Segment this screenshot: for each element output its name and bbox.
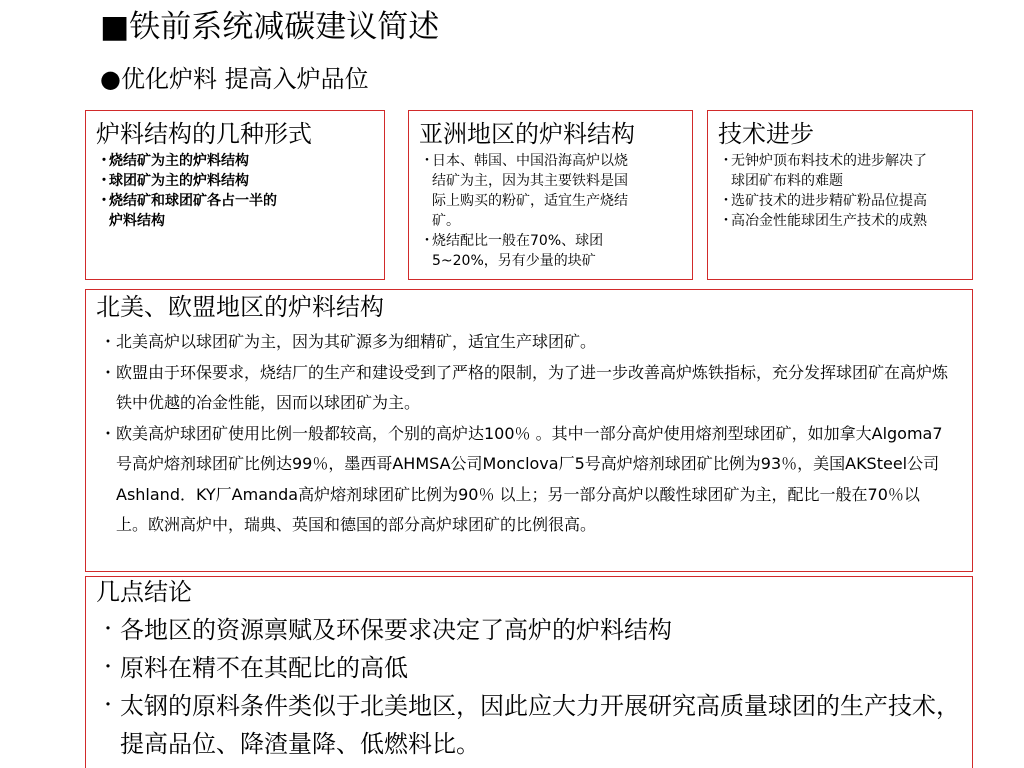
- asia-burden-list: [419, 151, 692, 271]
- tech-progress-box: [707, 110, 973, 280]
- list-item: ・ 无钟炉顶布料技术的进步解决了球团矿布料的难题: [719, 153, 927, 189]
- list-item: ・ 选矿技术的进步精矿粉品位提高: [719, 193, 927, 209]
- list-item: ・ 欧美高炉球团矿使用比例一般都较高，个别的高炉达100％ 。其中一部分高炉使用熔剂型球团矿，如加拿大Algoma7号高炉熔剂球团矿比例达99％，墨西哥AHMSA公司Monclova厂5号高炉熔剂球团矿比例为93％，美国AKSteel公司Ashland．KY厂Amanda高炉熔剂球团矿比例为90％ 以上；另一部分高炉以酸性球团矿为主，配比一般在70％以上。欧洲高炉中，瑞典、英国和德国的部分高炉球团矿的比例很高。: [96, 419, 972, 541]
- conclusions-title: 几点结论: [96, 578, 192, 606]
- na-eu-burden-box: [85, 289, 973, 572]
- burden-forms-list: [96, 151, 384, 231]
- list-item: ・ 各地区的资源禀赋及环保要求决定了高炉的炉料结构: [96, 611, 972, 649]
- bullet-icon: ・: [97, 193, 111, 209]
- bullet-icon: ・: [719, 213, 733, 229]
- list-item: ・ 原料在精不在其配比的高低: [96, 649, 972, 687]
- bullet-icon: ・: [99, 619, 117, 640]
- list-item: ・ 烧结矿为主的炉料结构: [97, 153, 249, 169]
- bullet-icon: ・: [100, 423, 117, 443]
- bullet-icon: ・: [719, 193, 733, 209]
- list-item: ・ 高冶金性能球团生产技术的成熟: [719, 213, 927, 229]
- tech-progress-list: [718, 151, 972, 231]
- bullet-icon: ・: [99, 695, 117, 716]
- bullet-icon: ・: [97, 173, 111, 189]
- bullet-icon: ・: [100, 332, 117, 351]
- burden-forms-title: 炉料结构的几种形式: [96, 120, 312, 148]
- na-eu-burden-title: 北美、欧盟地区的炉料结构: [96, 293, 384, 321]
- bullet-icon: ・: [100, 362, 117, 382]
- list-item: ・ 欧盟由于环保要求，烧结厂的生产和建设受到了严格的限制，为了进一步改善高炉炼铁指标，充分发挥球团矿在高炉炼铁中优越的冶金性能，因而以球团矿为主。: [96, 358, 972, 419]
- list-item: ・ 烧结矿和球团矿各占一半的炉料结构: [97, 193, 277, 229]
- slide-title: ■铁前系统减碳建议简述: [100, 9, 440, 45]
- list-item: ・ 球团矿为主的炉料结构: [97, 173, 249, 189]
- bullet-icon: ・: [97, 153, 111, 169]
- conclusions-list: [96, 611, 972, 763]
- bullet-icon: ・: [420, 233, 434, 249]
- conclusions-box: [85, 576, 973, 768]
- slide-subtitle: ●优化炉料 提高入炉品位: [100, 65, 369, 93]
- list-item: ・ 烧结配比一般在70%、球团5~20%，另有少量的块矿: [420, 233, 604, 269]
- tech-progress-title: 技术进步: [718, 120, 814, 148]
- burden-forms-box: [85, 110, 385, 280]
- list-item: ・ 太钢的原料条件类似于北美地区，因此应大力开展研究高质量球团的生产技术，提高品位、降渣量降、低燃料比。: [96, 687, 972, 763]
- bullet-icon: ・: [719, 153, 733, 169]
- list-item: ・ 日本、韩国、中国沿海高炉以烧结矿为主，因为其主要铁料是国际上购买的粉矿，适宜生产烧结矿。: [420, 153, 628, 229]
- na-eu-burden-list: [96, 327, 972, 541]
- bullet-icon: ・: [99, 657, 117, 678]
- asia-burden-title: 亚洲地区的炉料结构: [419, 120, 635, 148]
- list-item: ・ 北美高炉以球团矿为主，因为其矿源多为细精矿，适宜生产球团矿。: [96, 327, 972, 358]
- asia-burden-box: [408, 110, 693, 280]
- bullet-icon: ・: [420, 153, 434, 169]
